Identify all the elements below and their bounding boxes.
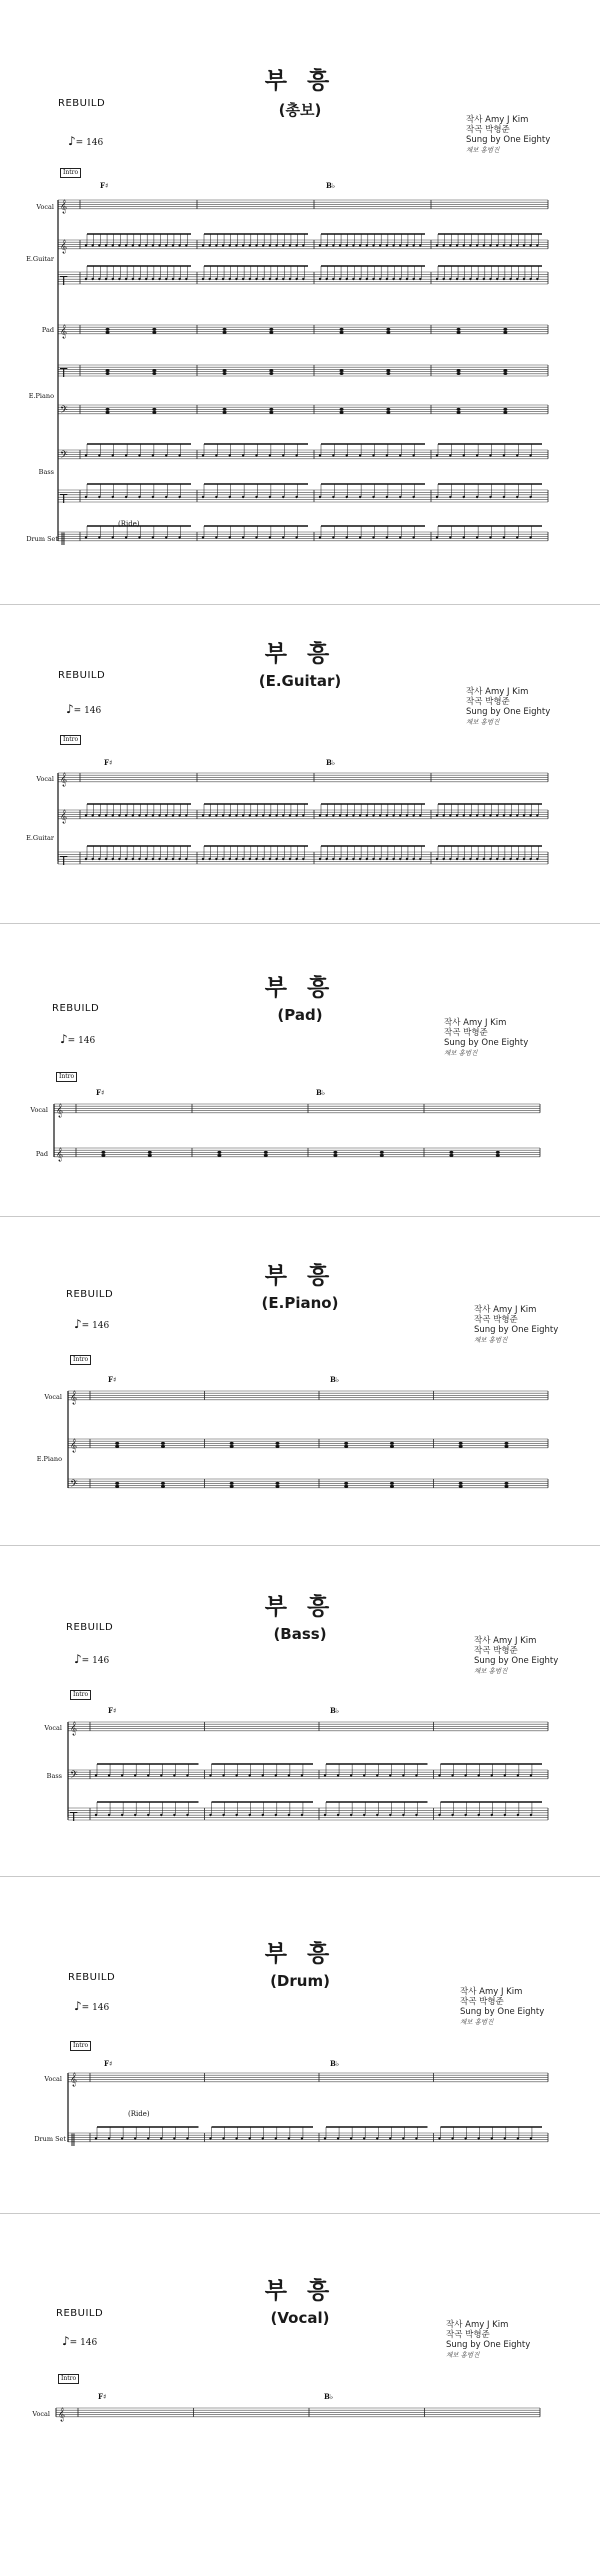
- clef-icon: 𝄞: [60, 198, 68, 213]
- instrument-label: Vocal: [44, 1393, 62, 1401]
- note-head: [148, 1151, 152, 1154]
- part-subtitle: (Pad): [277, 1006, 323, 1024]
- part-subtitle: (총보): [278, 101, 322, 119]
- lyricist: 작사 Amy J Kim: [466, 687, 529, 697]
- clef-icon: 𝄢: [70, 1477, 78, 1492]
- band-name: REBUILD: [66, 1622, 114, 1633]
- chord-symbol: B♭: [330, 2059, 340, 2068]
- note-head: [115, 1445, 119, 1448]
- note-head: [161, 1482, 165, 1485]
- drum-annotation: (Ride): [128, 2110, 150, 2118]
- note-head: [106, 328, 110, 331]
- clef-icon: 𝄢: [60, 403, 68, 418]
- note-head: [344, 1482, 348, 1485]
- score-page-full: [0, 0, 600, 600]
- lyricist: 작사 Amy J Kim: [444, 1018, 507, 1028]
- eighth-note-icon: ♪: [66, 702, 74, 716]
- note-head: [503, 372, 507, 375]
- note-head: [223, 408, 227, 411]
- note-head: [457, 331, 461, 334]
- note-head: [503, 408, 507, 411]
- chord-symbol: F♯: [98, 2392, 107, 2401]
- chord-symbol: F♯: [108, 1706, 117, 1715]
- part-subtitle: (Drum): [270, 1972, 330, 1990]
- clef-icon: 𝄞: [60, 808, 68, 823]
- music-system: [0, 0, 600, 600]
- singer: Sung by One Eighty: [460, 2007, 545, 2017]
- clef-icon: 𝄞: [70, 1389, 78, 1404]
- arranger: 채보 홍범진: [444, 1049, 478, 1057]
- note-head: [148, 1154, 152, 1157]
- band-name: REBUILD: [66, 1289, 114, 1300]
- note-head: [340, 331, 344, 334]
- band-name: REBUILD: [58, 670, 106, 681]
- singer: Sung by One Eighty: [474, 1656, 559, 1666]
- note-head: [504, 1485, 508, 1488]
- note-head: [340, 411, 344, 414]
- note-head: [230, 1485, 234, 1488]
- arranger: 채보 홍범진: [474, 1667, 508, 1675]
- song-title: 부 흥: [264, 1941, 336, 1967]
- note-head: [106, 372, 110, 375]
- rehearsal-mark: Intro: [58, 2374, 79, 2384]
- score-page-guitar: [0, 605, 600, 923]
- chord-symbol: B♭: [330, 1375, 340, 1384]
- note-head: [275, 1442, 279, 1445]
- composer: 작곡 박형준: [446, 2330, 490, 2340]
- part-subtitle: (Bass): [273, 1625, 327, 1643]
- note-head: [503, 369, 507, 372]
- clef-icon: 𝄞: [56, 1146, 64, 1161]
- note-head: [152, 411, 156, 414]
- note-head: [504, 1482, 508, 1485]
- score-page-pad: [0, 924, 600, 1216]
- instrument-label: Vocal: [36, 203, 54, 211]
- note-head: [152, 369, 156, 372]
- chord-symbol: F♯: [108, 1375, 117, 1384]
- note-head: [459, 1445, 463, 1448]
- chord-symbol: F♯: [104, 2059, 113, 2068]
- note-head: [503, 328, 507, 331]
- rehearsal-mark: Intro: [70, 1690, 91, 1700]
- note-head: [115, 1482, 119, 1485]
- note-head: [223, 372, 227, 375]
- score-page-vocal: [0, 2214, 600, 2572]
- note-head: [333, 1151, 337, 1154]
- note-head: [340, 408, 344, 411]
- clef-icon: T: [60, 492, 68, 506]
- song-title: 부 흥: [264, 975, 336, 1001]
- singer: Sung by One Eighty: [466, 707, 551, 717]
- chord-symbol: B♭: [324, 2392, 334, 2401]
- note-head: [390, 1442, 394, 1445]
- note-head: [457, 328, 461, 331]
- note-head: [269, 411, 273, 414]
- song-title: 부 흥: [264, 641, 336, 667]
- note-head: [380, 1151, 384, 1154]
- clef-icon: 𝄞: [60, 771, 68, 786]
- note-head: [161, 1485, 165, 1488]
- note-head: [161, 1445, 165, 1448]
- note-head: [223, 331, 227, 334]
- tempo-value: = 146: [81, 2003, 110, 2013]
- song-title: 부 흥: [264, 1263, 336, 1289]
- chord-symbol: B♭: [326, 758, 336, 767]
- note-head: [344, 1445, 348, 1448]
- note-head: [457, 372, 461, 375]
- instrument-label: Bass: [38, 468, 54, 476]
- clef-icon: T: [60, 274, 68, 288]
- chord-symbol: B♭: [316, 1088, 326, 1097]
- note-head: [269, 328, 273, 331]
- song-title: 부 흥: [264, 2278, 336, 2304]
- arranger: 채보 홍범진: [446, 2351, 480, 2359]
- note-head: [449, 1151, 453, 1154]
- rehearsal-mark: Intro: [70, 2041, 91, 2051]
- clef-icon: 𝄞: [70, 2071, 78, 2086]
- music-system: [0, 605, 600, 923]
- chord-symbol: B♭: [330, 1706, 340, 1715]
- note-head: [223, 328, 227, 331]
- clef-icon: 𝄞: [58, 2406, 66, 2421]
- note-head: [101, 1154, 105, 1157]
- note-head: [386, 369, 390, 372]
- singer: Sung by One Eighty: [466, 135, 551, 145]
- note-head: [496, 1151, 500, 1154]
- song-title: 부 흥: [264, 68, 336, 94]
- composer: 작곡 박형준: [474, 1315, 518, 1325]
- note-head: [217, 1154, 221, 1157]
- singer: Sung by One Eighty: [474, 1325, 559, 1335]
- note-head: [269, 369, 273, 372]
- instrument-label: E.Piano: [36, 1455, 62, 1463]
- note-head: [390, 1485, 394, 1488]
- note-head: [386, 411, 390, 414]
- part-subtitle: (E.Piano): [261, 1294, 339, 1312]
- rehearsal-mark: Intro: [60, 168, 81, 178]
- arranger: 채보 홍범진: [466, 718, 500, 726]
- note-head: [275, 1482, 279, 1485]
- note-head: [152, 328, 156, 331]
- note-head: [386, 331, 390, 334]
- eighth-note-icon: ♪: [62, 2334, 70, 2348]
- arranger: 채보 홍범진: [474, 1336, 508, 1344]
- eighth-note-icon: ♪: [74, 1652, 82, 1666]
- chord-symbol: B♭: [326, 181, 336, 190]
- tempo-value: = 146: [81, 1321, 110, 1331]
- clef-icon: ‖: [60, 530, 66, 545]
- eighth-note-icon: ♪: [74, 1317, 82, 1331]
- note-head: [269, 331, 273, 334]
- clef-icon: 𝄞: [60, 238, 68, 253]
- note-head: [269, 372, 273, 375]
- clef-icon: 𝄞: [70, 1437, 78, 1452]
- lyricist: 작사 Amy J Kim: [466, 115, 529, 125]
- note-head: [496, 1154, 500, 1157]
- composer: 작곡 박형준: [474, 1646, 518, 1656]
- instrument-label: Pad: [41, 326, 54, 334]
- note-head: [264, 1151, 268, 1154]
- note-head: [386, 328, 390, 331]
- note-head: [115, 1485, 119, 1488]
- instrument-label: Vocal: [44, 2075, 62, 2083]
- song-title: 부 흥: [264, 1594, 336, 1620]
- lyricist: 작사 Amy J Kim: [460, 1987, 523, 1997]
- rehearsal-mark: Intro: [56, 1072, 77, 1082]
- note-head: [152, 331, 156, 334]
- note-head: [380, 1154, 384, 1157]
- instrument-label: Pad: [35, 1150, 48, 1158]
- note-head: [106, 369, 110, 372]
- tempo-value: = 146: [81, 1656, 110, 1666]
- music-system: [0, 1877, 600, 2213]
- composer: 작곡 박형준: [444, 1028, 488, 1038]
- note-head: [390, 1445, 394, 1448]
- note-head: [115, 1442, 119, 1445]
- note-head: [340, 328, 344, 331]
- lyricist: 작사 Amy J Kim: [474, 1305, 537, 1315]
- score-page-drum: [0, 1877, 600, 2213]
- eighth-note-icon: ♪: [74, 1999, 82, 2013]
- singer: Sung by One Eighty: [444, 1038, 529, 1048]
- band-name: REBUILD: [56, 2308, 104, 2319]
- part-subtitle: (E.Guitar): [258, 672, 342, 690]
- chord-symbol: F♯: [100, 181, 109, 190]
- note-head: [264, 1154, 268, 1157]
- instrument-label: Bass: [46, 1772, 62, 1780]
- music-system: [0, 924, 600, 1216]
- instrument-label: Vocal: [30, 1106, 48, 1114]
- note-head: [340, 369, 344, 372]
- note-head: [386, 372, 390, 375]
- clef-icon: 𝄞: [70, 1720, 78, 1735]
- band-name: REBUILD: [52, 1003, 100, 1014]
- music-system: [0, 1546, 600, 1876]
- note-head: [230, 1445, 234, 1448]
- clef-icon: 𝄞: [56, 1102, 64, 1117]
- instrument-label: E.Guitar: [26, 255, 54, 263]
- part-subtitle: (Vocal): [270, 2309, 330, 2327]
- note-head: [449, 1154, 453, 1157]
- note-head: [106, 411, 110, 414]
- clef-icon: T: [70, 1810, 78, 1824]
- music-system: [0, 1217, 600, 1545]
- lyricist: 작사 Amy J Kim: [474, 1636, 537, 1646]
- note-head: [152, 408, 156, 411]
- note-head: [386, 408, 390, 411]
- note-head: [504, 1442, 508, 1445]
- lyricist: 작사 Amy J Kim: [446, 2320, 509, 2330]
- tempo-value: = 146: [75, 138, 104, 148]
- rehearsal-mark: Intro: [60, 735, 81, 745]
- note-head: [230, 1482, 234, 1485]
- instrument-label: Drum Set: [26, 535, 58, 543]
- arranger: 채보 홍범진: [466, 146, 500, 154]
- note-head: [459, 1442, 463, 1445]
- note-head: [457, 408, 461, 411]
- tempo-value: = 146: [73, 706, 102, 716]
- instrument-label: Vocal: [36, 775, 54, 783]
- instrument-label: Vocal: [44, 1724, 62, 1732]
- composer: 작곡 박형준: [460, 1997, 504, 2007]
- note-head: [275, 1445, 279, 1448]
- note-head: [161, 1442, 165, 1445]
- chord-symbol: F♯: [104, 758, 113, 767]
- chord-symbol: F♯: [96, 1088, 105, 1097]
- score-page-bass: [0, 1546, 600, 1876]
- instrument-label: E.Piano: [28, 392, 54, 400]
- drum-annotation: (Ride): [118, 520, 140, 528]
- band-name: REBUILD: [58, 98, 106, 109]
- tempo-value: = 146: [67, 1036, 96, 1046]
- arranger: 채보 홍범진: [460, 2018, 494, 2026]
- clef-icon: 𝄞: [60, 323, 68, 338]
- note-head: [344, 1485, 348, 1488]
- note-head: [457, 369, 461, 372]
- note-head: [503, 331, 507, 334]
- note-head: [101, 1151, 105, 1154]
- note-head: [344, 1442, 348, 1445]
- note-head: [275, 1485, 279, 1488]
- clef-icon: 𝄢: [60, 448, 68, 463]
- singer: Sung by One Eighty: [446, 2340, 531, 2350]
- band-name: REBUILD: [68, 1972, 116, 1983]
- note-head: [457, 411, 461, 414]
- note-head: [333, 1154, 337, 1157]
- composer: 작곡 박형준: [466, 697, 510, 707]
- note-head: [504, 1445, 508, 1448]
- note-head: [390, 1482, 394, 1485]
- instrument-label: Vocal: [32, 2410, 50, 2418]
- note-head: [230, 1442, 234, 1445]
- note-head: [217, 1151, 221, 1154]
- note-head: [223, 411, 227, 414]
- clef-icon: ‖: [70, 2131, 76, 2146]
- tempo-value: = 146: [69, 2338, 98, 2348]
- note-head: [106, 331, 110, 334]
- note-head: [152, 372, 156, 375]
- clef-icon: T: [60, 854, 68, 868]
- composer: 작곡 박형준: [466, 125, 510, 135]
- note-head: [503, 411, 507, 414]
- instrument-label: Drum Set: [34, 2135, 66, 2143]
- note-head: [340, 372, 344, 375]
- clef-icon: T: [60, 366, 68, 380]
- music-system: [0, 2214, 600, 2572]
- eighth-note-icon: ♪: [60, 1032, 68, 1046]
- instrument-label: E.Guitar: [26, 834, 54, 842]
- clef-icon: 𝄢: [70, 1768, 78, 1783]
- note-head: [269, 408, 273, 411]
- note-head: [223, 369, 227, 372]
- note-head: [459, 1485, 463, 1488]
- score-page-epiano: [0, 1217, 600, 1545]
- note-head: [459, 1482, 463, 1485]
- note-head: [106, 408, 110, 411]
- rehearsal-mark: Intro: [70, 1355, 91, 1365]
- eighth-note-icon: ♪: [68, 134, 76, 148]
